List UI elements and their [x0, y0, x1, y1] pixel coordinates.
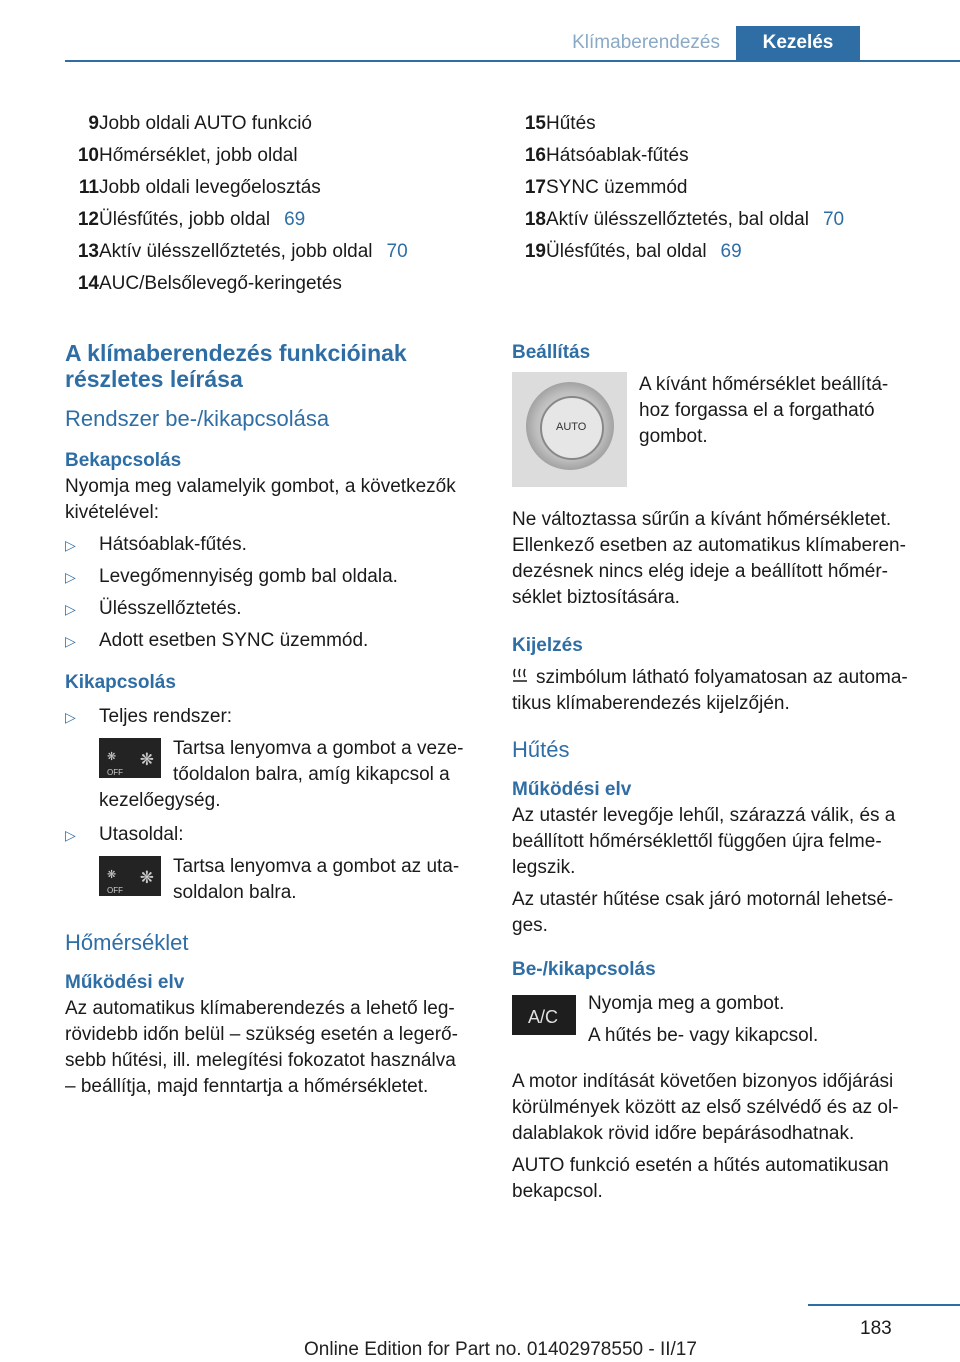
paragraph-auto: AUTO funkció esetén a hűtés automatikusan bekapcsol. — [512, 1155, 889, 1202]
paragraph-note: Ne változtassa sűrűn a kívánt hőmérsékletet. Ellenkező esetben az automatikus klímaberen- dezésnek nincs elég ideje a beállított hőmér- séklet biztosítására. — [512, 509, 906, 608]
heading-display: Kijelzés — [512, 635, 583, 656]
ac-button-image — [512, 995, 576, 1035]
edition-text: Online Edition for Part no. 01402978550 - II/17 — [304, 1339, 697, 1360]
legend-text: Aktív ülésszellőztetés, jobb oldal — [99, 241, 373, 262]
bullet-triangle-icon: ▷ — [65, 537, 76, 553]
off-button-image — [99, 738, 161, 778]
list-item: ▷ Adott esetben SYNC üzemmód. — [65, 628, 475, 660]
page-number: 183 — [860, 1318, 892, 1339]
legend-number: 10 — [77, 145, 99, 166]
paragraph-on-intro: Nyomja meg valamelyik gombot, a következők kivételével: — [65, 476, 456, 523]
legend-item — [65, 174, 408, 206]
heading-temperature: Hőmérséklet — [65, 930, 189, 955]
legend-text: Hőmérséklet, jobb oldal — [99, 145, 298, 166]
off-driver-block: ❋ OFF ❋ Tartsa lenyomva a gombot a veze- tőoldalon balra, amíg kikapcsol a — [65, 736, 475, 788]
off-label: OFF — [107, 768, 123, 777]
legend-item — [65, 270, 408, 302]
paragraph-fog: A motor indítását követően bizonyos időjárási körülmények között az első szélvédő és az ol- dalablakok rövid időre bepárásodhatnak. — [512, 1071, 899, 1144]
fan-large-icon: ❋ — [139, 750, 154, 769]
bullet-triangle-icon: ▷ — [65, 709, 76, 725]
off-passenger-block: ❋ OFF ❋ Tartsa lenyomva a gombot az uta- soldalon balra. — [65, 854, 475, 906]
legend-number: 13 — [77, 241, 99, 262]
bullet-triangle-icon: ▷ — [65, 569, 76, 585]
legend-number: 17 — [524, 177, 546, 198]
legend-list-left — [65, 110, 408, 302]
legend-text: Jobb oldali AUTO funkció — [99, 113, 312, 134]
legend-number: 16 — [524, 145, 546, 166]
heading-on: Bekapcsolás — [65, 450, 182, 471]
legend-text: SYNC üzemmód — [546, 177, 688, 198]
legend-number: 12 — [77, 209, 99, 230]
footer-rule — [808, 1304, 960, 1306]
legend-text: Ülésfűtés, jobb oldal — [99, 209, 271, 230]
ac-block: A/C Nyomja meg a gombot. A hűtés be- vagy kikapcsol. — [512, 991, 927, 1049]
subsection-title: Rendszer be-/kikapcsolása — [65, 406, 330, 431]
legend-number: 19 — [524, 241, 546, 262]
list-item: ▷ Utasoldal: — [65, 822, 475, 848]
airflow-symbol-icon — [512, 665, 528, 691]
legend-item — [512, 206, 844, 238]
heading-principle: Működési elv — [65, 972, 185, 993]
heading-cooling-onoff: Be-/kikapcsolás — [512, 959, 656, 980]
list-item: ▷ Teljes rendszer: — [65, 704, 475, 730]
legend-text: Aktív ülésszellőztetés, bal oldal — [546, 209, 809, 230]
legend-item — [512, 142, 844, 174]
header-rule — [65, 60, 960, 62]
bullet-triangle-icon: ▷ — [65, 601, 76, 617]
page-reference-link[interactable]: 69 — [720, 241, 742, 262]
legend-number: 18 — [524, 209, 546, 230]
legend-item — [65, 206, 408, 238]
legend-text: AUC/Belsőlevegő-keringetés — [99, 273, 342, 294]
section-title: A klímaberendezés funkcióinak részletes leírása — [65, 340, 407, 392]
bullet-triangle-icon: ▷ — [65, 633, 76, 649]
header-section-tab: Klímaberendezés — [572, 32, 720, 53]
fan-small-icon: ❋ — [107, 751, 117, 763]
legend-number: 9 — [88, 113, 99, 134]
page-reference-link[interactable]: 70 — [822, 209, 845, 230]
setting-block: AUTO A kívánt hőmérséklet beállítá- hoz forgassa el a forgatható gombot. — [512, 372, 927, 487]
legend-number: 14 — [77, 273, 99, 294]
temperature-knob-image — [512, 372, 627, 487]
page-reference-link[interactable]: 70 — [386, 241, 408, 262]
header-chapter-tab: Kezelés — [736, 26, 860, 60]
knob-auto-label: AUTO — [556, 421, 587, 433]
legend-item — [512, 110, 844, 142]
legend-text: Jobb oldali levegőelosztás — [99, 177, 321, 198]
list-item: ▷ Levegőmennyiség gomb bal oldala. — [65, 564, 475, 596]
legend-text: Hátsóablak-fűtés — [546, 145, 689, 166]
fan-small-icon: ❋ — [107, 869, 117, 881]
legend-text: Hűtés — [546, 113, 596, 134]
ac-label: A/C — [528, 1007, 559, 1027]
paragraph: kezelőegység. — [99, 790, 221, 811]
on-list — [65, 532, 475, 660]
heading-cooling-principle: Működési elv — [512, 779, 632, 800]
legend-item — [65, 142, 408, 174]
paragraph-temperature: Az automatikus klímaberendezés a lehető leg- rövidebb időn belül – szükség esetén a legerő- sebb hűtési, ill. melegítési fokozatot használva – beállítja, majd fenntartja a hőmérsékletet. — [65, 998, 458, 1097]
paragraph-cooling: Az utastér levegője lehűl, szárazzá válik, és a beállított hőmérséklettől függően újra felme- legszik. Az utastér hűtése csak járó motornál lehetsé- ges. — [512, 805, 896, 936]
left-column — [65, 340, 475, 1100]
list-item: ▷ Ülésszellőztetés. — [65, 596, 475, 628]
legend-number: 15 — [524, 113, 546, 134]
off-button-image — [99, 856, 161, 896]
legend-item — [65, 110, 408, 142]
right-column — [512, 340, 927, 1205]
heading-setting: Beállítás — [512, 342, 591, 363]
off-label: OFF — [107, 886, 123, 895]
legend-number: 11 — [78, 177, 99, 198]
legend-item — [512, 174, 844, 206]
paragraph-display: szimbólum látható folyamatosan az automa- tikus klímaberendezés kijelzőjén. — [512, 667, 908, 714]
legend-item — [65, 238, 408, 270]
heading-off: Kikapcsolás — [65, 672, 176, 693]
heading-cooling: Hűtés — [512, 737, 570, 762]
fan-large-icon: ❋ — [139, 868, 154, 887]
legend-text: Ülésfűtés, bal oldal — [546, 241, 707, 262]
list-item: ▷ Hátsóablak-fűtés. — [65, 532, 475, 564]
page-reference-link[interactable]: 69 — [284, 209, 306, 230]
legend-list-right — [512, 110, 844, 270]
bullet-triangle-icon: ▷ — [65, 827, 76, 843]
legend-item — [512, 238, 844, 270]
